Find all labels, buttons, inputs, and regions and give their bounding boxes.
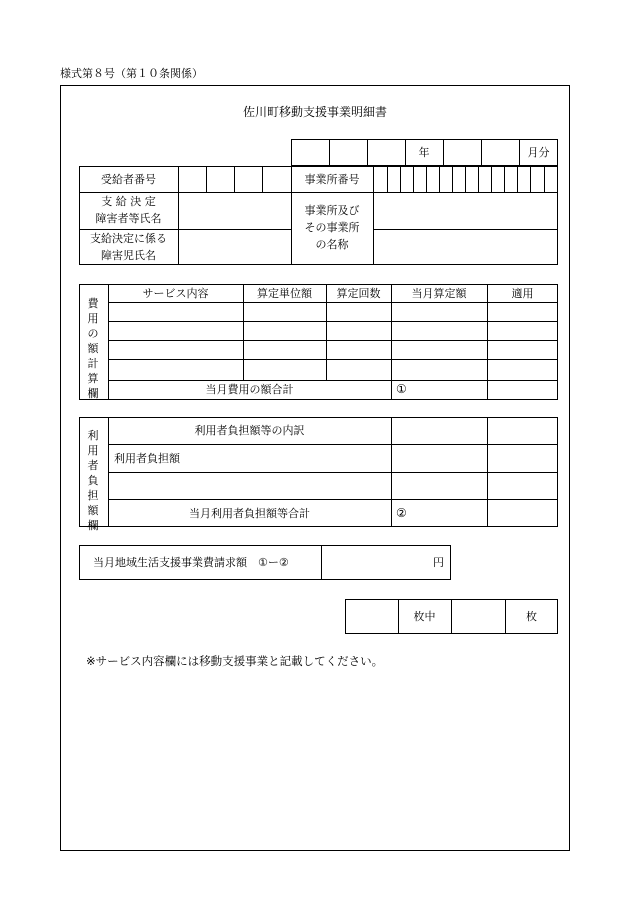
pages-of-label: 枚中 — [413, 610, 436, 623]
child-name-label-line1: 支給決定に係る — [90, 232, 167, 245]
document-title: 佐川町移動支援事業明細書 — [242, 105, 387, 119]
claim-amount-label: 当月地域生活支援事業費請求額 ①ー② — [93, 556, 289, 569]
office-name-label-line3: の名称 — [315, 238, 349, 251]
header-applicable: 適用 — [511, 287, 534, 300]
month-label: 月分 — [527, 146, 550, 159]
cost-section-side-label: 費用の額計算欄 — [87, 297, 99, 400]
burden-section-side-label: 利用者負担額欄 — [87, 429, 99, 532]
cost-total-mark: ① — [396, 382, 407, 396]
header-monthly-amount: 当月算定額 — [411, 287, 467, 300]
burden-total-label: 当月利用者負担額等合計 — [189, 507, 310, 520]
form-number-label: 様式第８号（第１０条関係） — [60, 67, 203, 80]
sheets-label: 枚 — [526, 610, 537, 623]
header-service-content: サービス内容 — [142, 287, 209, 300]
burden-total-mark: ② — [396, 506, 407, 520]
office-number-label: 事業所番号 — [304, 173, 360, 186]
year-label: 年 — [418, 146, 430, 159]
recipient-number-label: 受給者番号 — [101, 173, 156, 186]
cost-total-label: 当月費用の額合計 — [205, 383, 294, 396]
recipient-name-label-line2: 障害者等氏名 — [95, 212, 162, 225]
office-name-label-line1: 事業所及び — [304, 204, 360, 217]
office-name-label-line2: その事業所 — [304, 221, 360, 234]
child-name-label-line2: 障害児氏名 — [101, 249, 156, 262]
header-count: 算定回数 — [336, 287, 381, 300]
user-burden-row-label: 利用者負担額 — [114, 452, 180, 465]
claim-yen-unit: 円 — [433, 556, 444, 569]
note-text: ※サービス内容欄には移動支援事業と記載してください。 — [86, 654, 384, 668]
recipient-name-label-line1: 支 給 決 定 — [101, 195, 156, 208]
burden-breakdown-label: 利用者負担額等の内訳 — [194, 424, 305, 437]
header-unit-amount: 算定単位額 — [257, 287, 312, 300]
